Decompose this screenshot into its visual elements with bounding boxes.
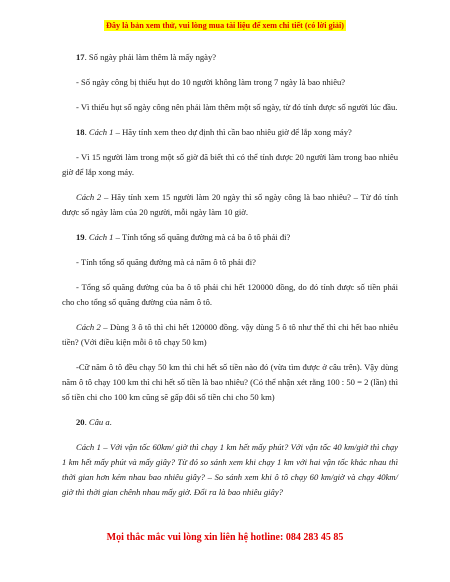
method-label: Cách 1 <box>88 127 114 137</box>
method-label: Cách 1 <box>76 442 101 452</box>
paragraph-19-method-2 <box>62 320 398 350</box>
paragraph-text: - Vì thiếu hụt số ngày công nên phải làm thêm một số ngày, từ đó tính được số người lúc đầu. <box>76 102 398 112</box>
paragraph-text: . <box>109 417 112 427</box>
question-number: 19 <box>76 232 85 242</box>
paragraph-text: – Hãy tính xem 15 người làm 20 ngày thì số ngày công là bao nhiêu? – Từ đó tính được số ngày làm của 20 người, mỗi ngày làm 10 giờ. <box>62 192 398 217</box>
question-number: 20 <box>76 417 85 427</box>
preview-banner-text: Đây là bản xem thử, vui lòng mua tài liệu để xem chi tiết (có lời giải) <box>105 21 344 30</box>
paragraph-text: – Dùng 3 ô tô thì chi hết 120000 đồng. vậy dùng 5 ô tô như thế thì chi hết bao nhiêu tiền? (Với điều kiện mỗi ô tô chạy 50 km) <box>62 322 398 347</box>
paragraph-17-hint-2 <box>62 100 398 115</box>
paragraph-text: - Vì 15 người làm trong một số giờ đã biết thì có thể tính được 20 người làm trong bao nhiêu giờ để lắp xong máy. <box>62 152 398 177</box>
paragraph-19-hint-1 <box>62 255 398 270</box>
question-number: 17 <box>76 52 85 62</box>
hotline-footer: Mọi thắc mắc vui lòng xin liên hệ hotline: 084 283 45 85 <box>106 532 344 543</box>
paragraph-18-method-2 <box>62 190 398 220</box>
paragraph-18: 18. Cách 1 – Hãy tính xem theo dự định thì cần bao nhiêu giờ để lắp xong máy? <box>76 127 352 137</box>
method-label: Cách 1 <box>88 232 114 242</box>
paragraph-19-hint-3 <box>62 360 398 405</box>
method-label: Cách 2 <box>76 192 102 202</box>
paragraph-text: - Tính tổng số quãng đường mà cả năm ô tô phải đi? <box>76 257 256 267</box>
method-label: Cách 2 <box>76 322 101 332</box>
paragraph-text: . Số ngày phải làm thêm là mấy ngày? <box>84 52 217 62</box>
paragraph-19-hint-2 <box>62 280 398 310</box>
paragraph-text: – Hãy tính xem theo dự định thì cần bao nhiêu giờ để lắp xong máy? <box>113 127 352 137</box>
solution-content <box>62 50 398 510</box>
part-label: Câu a <box>88 417 110 427</box>
paragraph-text: -Cữ năm ô tô đều chạy 50 km thì chi hết số tiền nào đó (vừa tìm được ở câu trên). Vậy dùng năm ô tô chạy 100 km thì chi hết số tiền là bao nhiêu? (Có thể nhận xét rằng 100 : 50 = 2 (lần) thì số tiền chi cho 100 km cũng sẽ gấp đôi số tiền chi cho 50 km) <box>62 362 398 402</box>
paragraph-17 <box>62 50 398 65</box>
paragraph-20-method-1 <box>62 440 398 500</box>
paragraph-text: - Số ngày công bị thiếu hụt do 10 người không làm trong 7 ngày là bao nhiêu? <box>76 77 346 87</box>
paragraph-text: – Tính tổng số quãng đường mà cả ba ô tô phải đi? <box>113 232 291 242</box>
preview-banner <box>0 20 450 31</box>
paragraph-18-hint <box>62 150 398 180</box>
paragraph-17-hint-1 <box>62 75 398 90</box>
paragraph-19: 19. Cách 1 – Tính tổng số quãng đường mà cả ba ô tô phải đi? <box>76 232 291 242</box>
question-number: 18 <box>76 127 85 137</box>
paragraph-20: 20. Câu a. <box>76 417 112 427</box>
paragraph-text: – Với vận tốc 60km/ giờ thì chạy 1 km hết mấy phút? Với vận tốc 40 km/giờ thì chạy 1 km hết mấy phút và mấy giây? Từ đó so sánh xem khi chạy 1 km với hai vận tốc khác nhau thì thời gian hơn kém nhau bao nhiêu giây? – So sánh xem khi ô tô chạy 60 km/giờ và chạy 40km/ giờ thì thời gian chênh nhau mấy giờ. Đổi ra là bao nhiêu giây? <box>62 442 398 497</box>
paragraph-text: - Tổng số quãng đường của ba ô tô phải chi hết 120000 đồng, do đó tính được số tiền phải cho cho tổng số quãng đường của năm ô tô. <box>62 282 398 307</box>
